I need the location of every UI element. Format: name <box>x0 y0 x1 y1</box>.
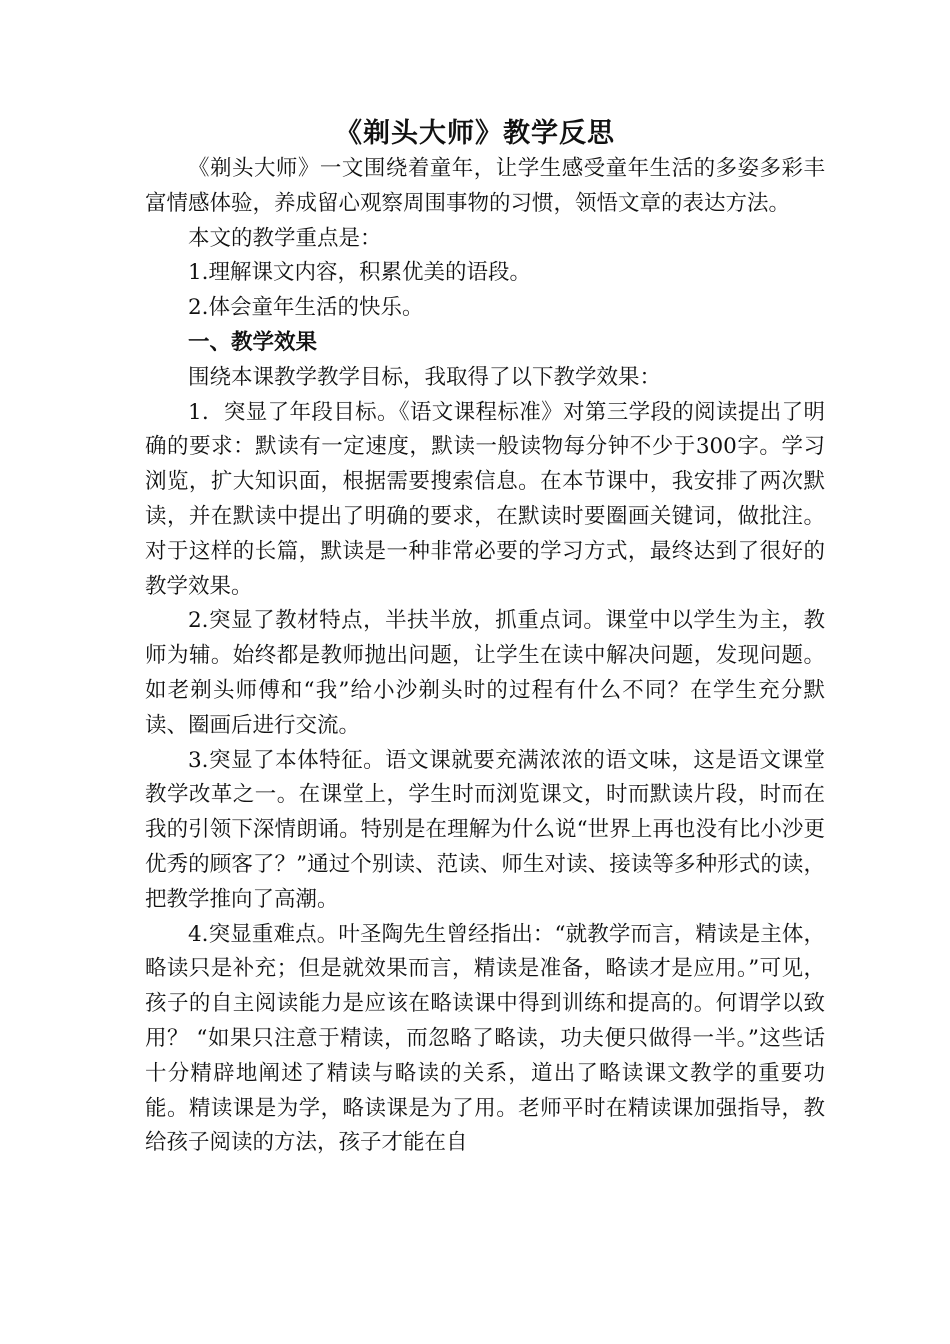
effect-paragraph-4: 4.突显重难点。叶圣陶先生曾经指出：“就教学而言，精读是主体，略读只是补充；但是就效果而言，精读是准备，略读才是应用。”可见，孩子的自主阅读能力是应该在略读课中得到训练和提高的。何谓学以致用？ “如果只注意于精读，而忽略了略读，功夫便只做得一半。”这些话十分精辟地阐述了精读与略读的关系，道出了略读课文教学的重要功能。精读课是为学，略读课是为了用。老师平时在精读课加强指导，教给孩子阅读的方法，孩子才能在自 <box>145 921 825 1156</box>
section-heading: 一、教学效果 <box>188 329 318 355</box>
effect-paragraph-2: 2.突显了教材特点，半扶半放，抓重点词。课堂中以学生为主，教师为辅。始终都是教师抛出问题，让学生在读中解决问题，发现问题。如老剃头师傅和“我”给小沙剃头时的过程有什么不同？在学生充分默读、圈画后进行交流。 <box>145 608 825 738</box>
effect-paragraph-1: 1．突显了年段目标。《语文课程标准》对第三学段的阅读提出了明确的要求：默读有一定速度，默读一般读物每分钟不少于300字。学习浏览，扩大知识面，根据需要搜索信息。在本节课中，我安排了两次默读，并在默读中提出了明确的要求，在默读时要圈画关键词，做批注。对于这样的长篇，默读是一种非常必要的学习方式，最终达到了很好的教学效果。 <box>145 399 825 599</box>
document-body <box>145 152 825 1161</box>
document-title: 《剃头大师》教学反思 <box>335 118 615 149</box>
key-points-lead: 本文的教学重点是： <box>188 225 382 251</box>
intro-paragraph: 《剃头大师》一文围绕着童年，让学生感受童年生活的多姿多彩丰富情感体验，养成留心观察周围事物的习惯，领悟文章的表达方法。 <box>145 156 825 216</box>
key-point-1: 1.理解课文内容，积累优美的语段。 <box>188 260 532 286</box>
effects-lead: 围绕本课教学教学目标，我取得了以下教学效果： <box>188 364 662 390</box>
effect-paragraph-3: 3.突显了本体特征。语文课就要充满浓浓的语文味，这是语文课堂教学改革之一。在课堂上，学生时而浏览课文，时而默读片段，时而在我的引领下深情朗诵。特别是在理解为什么说“世界上再也没有比小沙更优秀的顾客了？”通过个别读、范读、师生对读、接读等多种形式的读，把教学推向了高潮。 <box>145 747 825 912</box>
key-point-2: 2.体会童年生活的快乐。 <box>188 295 424 321</box>
